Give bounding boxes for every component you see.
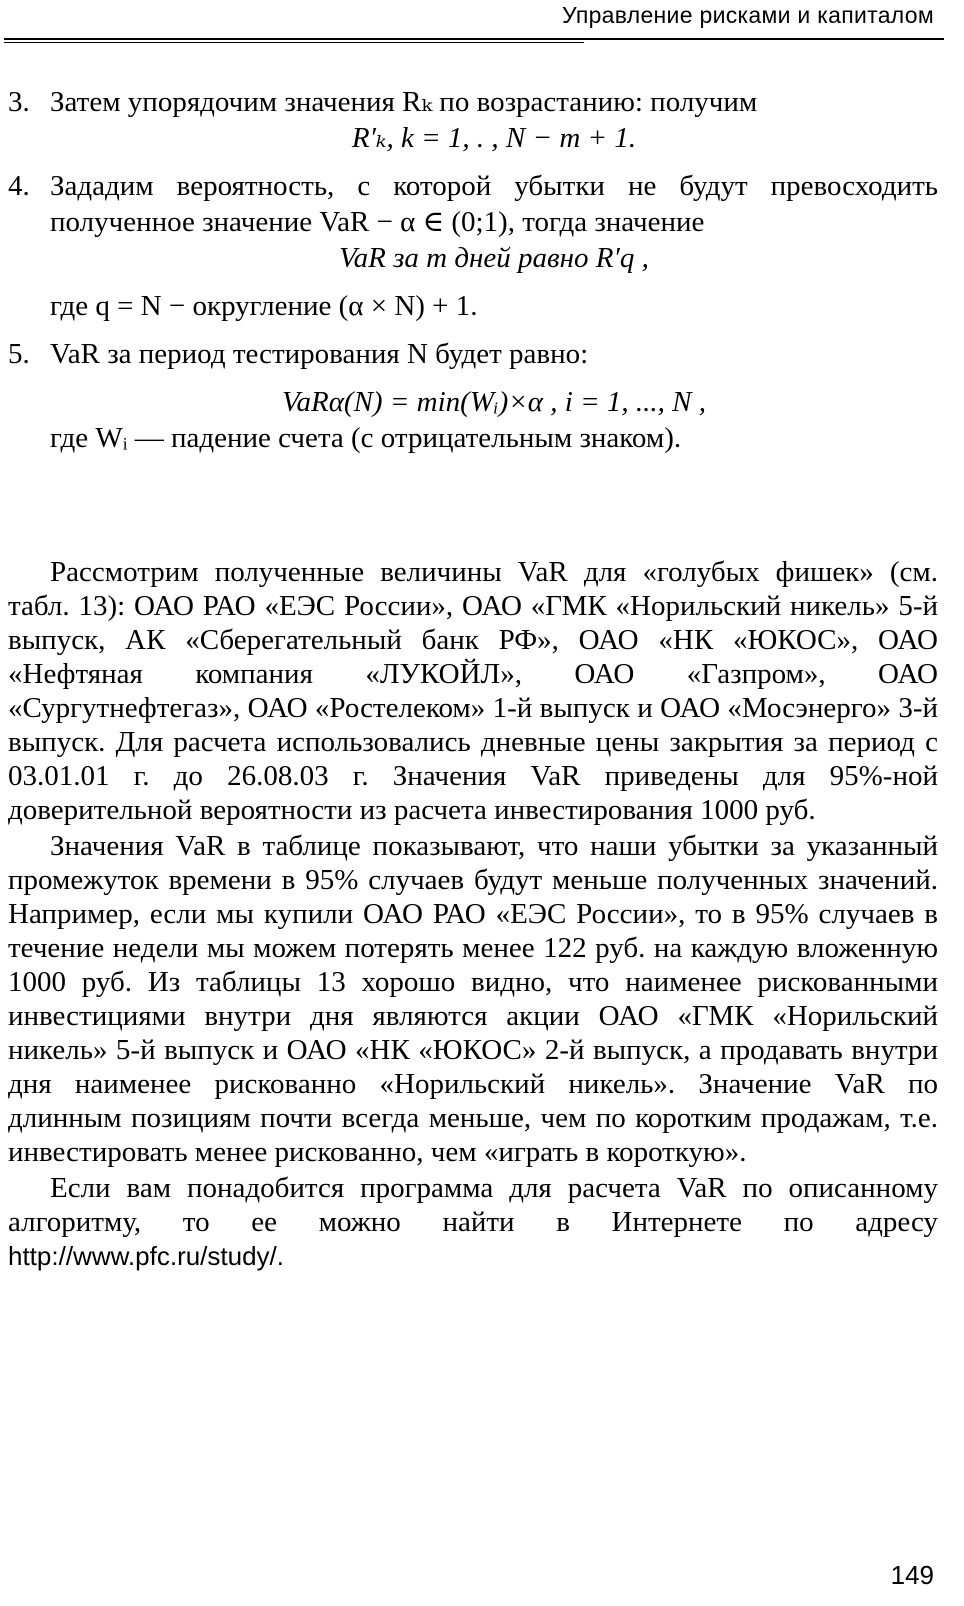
body-text	[8, 555, 938, 1275]
step-formula: VaRα(N) = min(Wᵢ)×α , i = 1, ..., N ,	[282, 386, 706, 418]
step-5	[8, 336, 938, 420]
algorithm-steps	[8, 84, 938, 456]
step-text: Зададим вероятность, с которой убытки не будут превосходить полученное значение VaR − α ∈ (0;1), тогда значение	[50, 170, 938, 238]
step-text: Затем упорядочим значения Rₖ по возрастанию: получим	[50, 86, 758, 118]
step-where: где q = N − округление (α × N) + 1.	[50, 290, 478, 322]
step-3	[8, 84, 938, 156]
page-number: 149	[890, 1560, 934, 1590]
step-number: 5.	[8, 338, 30, 370]
paragraph: Рассмотрим полученные величины VaR для «голубых фишек» (см. табл. 13): ОАО РАО «ЕЭС России», ОАО «ГМК «Норильский никель» 5-й выпуск, АК «Сберегательный банк РФ», ОАО «НК «ЮКОС», ОАО «Нефтяная компания «ЛУКОЙЛ», ОАО «Газпром», ОАО «Сургутнефтегаз», ОАО «Ростелеком» 1-й выпуск и ОАО «Мосэнерго» 3-й выпуск. Для расчета использовались дневные цены закрытия за период с 03.01.01 г. до 26.08.03 г. Значения VaR приведены для 95%-ной доверительной вероятности из расчета инвестирования 1000 руб.	[8, 556, 938, 826]
step-text: VaR за период тестирования N будет равно:	[50, 338, 589, 370]
paragraph: Значения VaR в таблице показывают, что наши убытки за указанный промежуток времени в 95% случаев будут меньше полученных значений. Например, если мы купили ОАО РАО «ЕЭС России», то в 95% случаев в течение недели мы можем потерять менее 122 руб. на каждую вложенную 1000 руб. Из таблицы 13 хорошо видно, что наименее рискованными инвестициями внутри дня являются акции ОАО «ГМК «Норильский никель» 5-й выпуск и ОАО «НК «ЮКОС» 2-й выпуск, а продавать внутри дня наименее рискованно «Норильский никель». Значение VaR по длинным позициям почти всегда меньше, чем по коротким продажам, т.е. инвестировать менее рискованно, чем «играть в короткую».	[8, 830, 938, 1168]
header-rule	[4, 38, 944, 40]
step-where: где Wᵢ — падение счета (с отрицательным знаком).	[50, 422, 682, 454]
header-rule-thin	[4, 42, 584, 43]
step-number: 4.	[8, 170, 30, 202]
step-formula: VaR за m дней равно R′q ,	[339, 242, 649, 274]
paragraph-text: Если вам понадобится программа для расчета VaR по описанному алгоритму, то ее можно найти в Интернете по адресу	[8, 1172, 938, 1238]
header-title: Управление рисками и капиталом	[561, 2, 934, 28]
running-header	[0, 0, 964, 48]
paragraph	[8, 1171, 938, 1273]
step-4	[8, 168, 938, 276]
step-number: 3.	[8, 86, 30, 118]
step-formula: R′ₖ, k = 1, . , N − m + 1.	[351, 122, 637, 154]
study-url-link[interactable]: http://www.pfc.ru/study/.	[8, 1241, 284, 1271]
